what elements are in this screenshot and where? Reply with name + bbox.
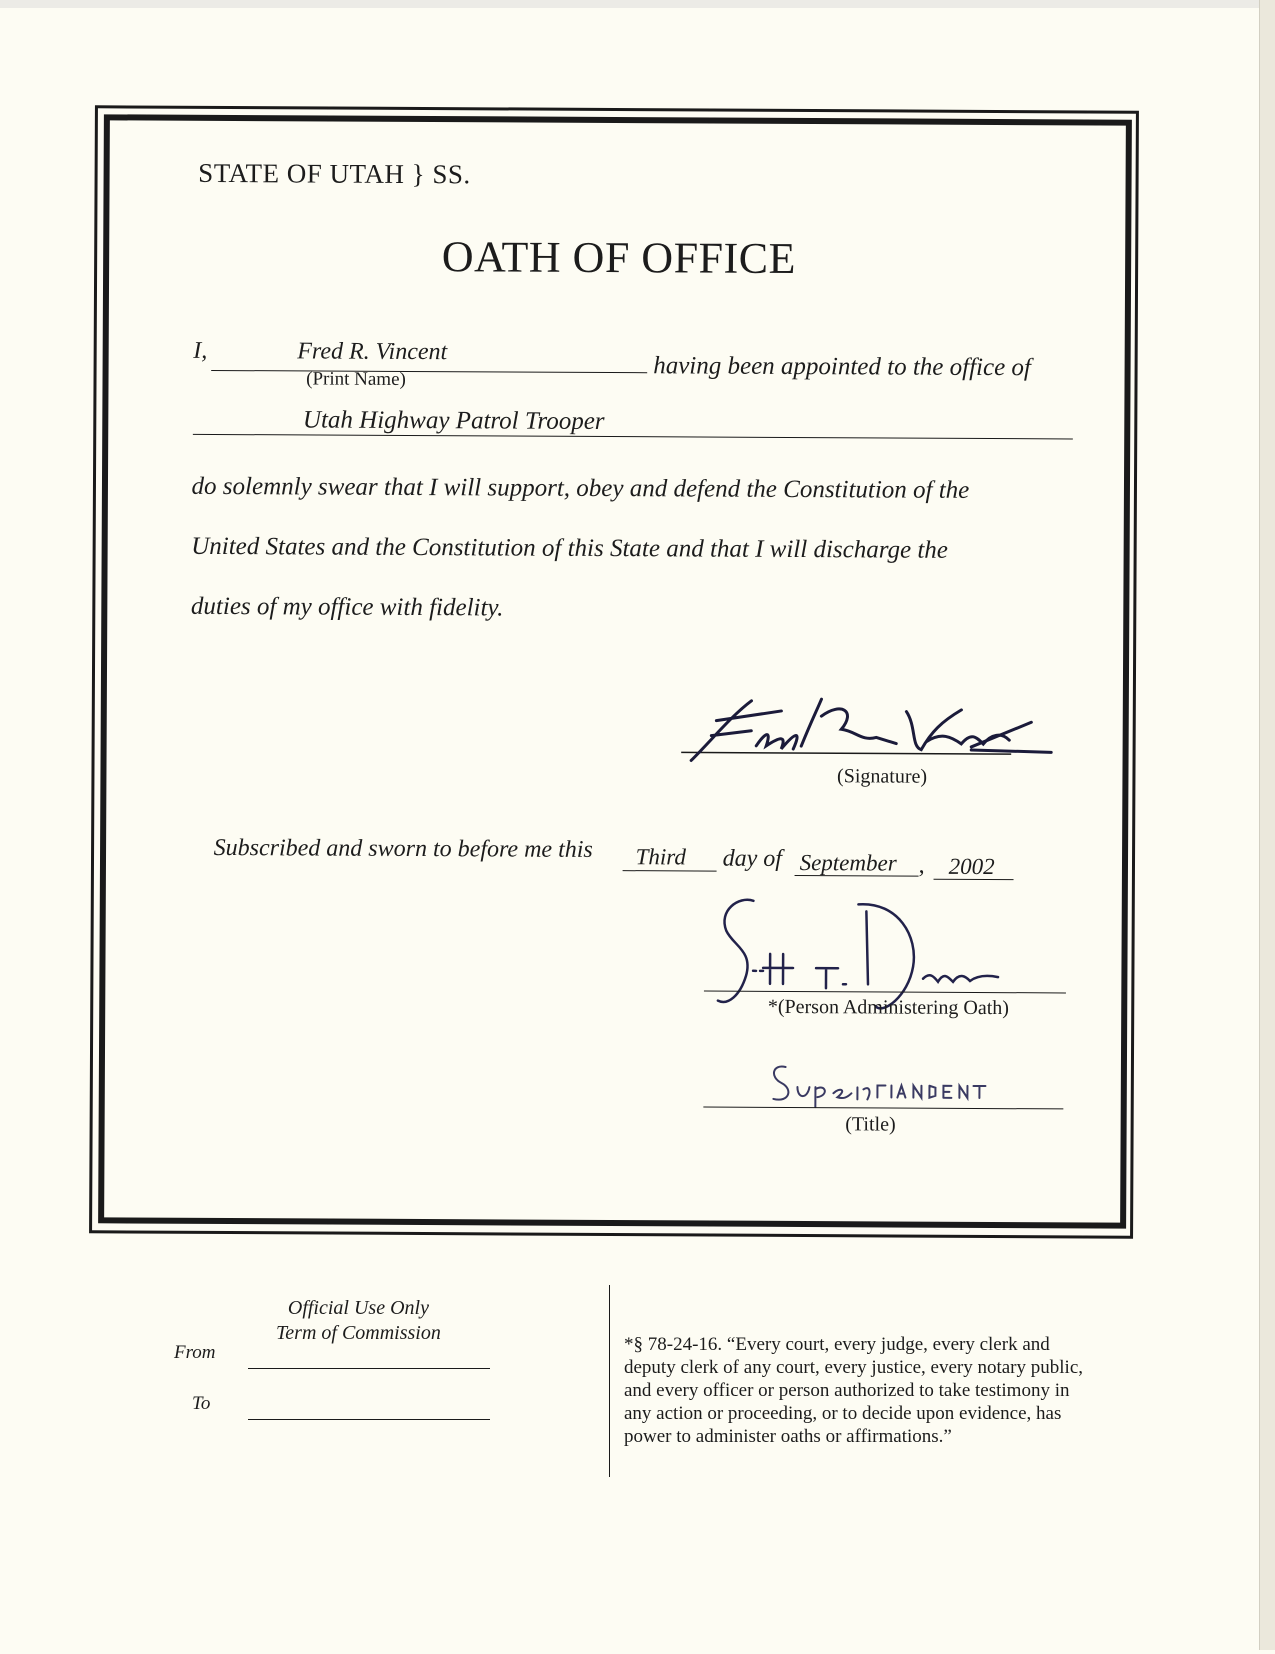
from-label: From xyxy=(174,1342,216,1363)
official-use-heading: Official Use Only xyxy=(287,1297,429,1319)
oath-line: United States and the Constitution of this State and that I will discharge the xyxy=(191,532,949,564)
date-comma: , xyxy=(918,852,925,879)
office-title-field: Utah Highway Patrol Trooper xyxy=(302,406,605,436)
official-use-block xyxy=(276,1296,441,1346)
officer-name-field: Fred R. Vincent xyxy=(297,338,448,366)
appointed-text: having been appointed to the office of xyxy=(653,352,1031,382)
month-underline xyxy=(795,875,919,877)
oath-line: do solemnly swear that I will support, obey and defend the Constitution of the xyxy=(191,472,970,504)
to-underline xyxy=(248,1419,490,1420)
office-underline xyxy=(193,434,1073,440)
from-underline xyxy=(248,1368,490,1369)
year-underline xyxy=(934,879,1014,880)
oath-line: duties of my office with fidelity. xyxy=(190,592,504,622)
pronoun-label: I, xyxy=(193,337,208,364)
administrator-title-handwriting xyxy=(767,1059,1007,1110)
day-field: Third xyxy=(635,844,687,870)
title-label: (Title) xyxy=(845,1113,896,1136)
year-field: 2002 xyxy=(948,853,995,880)
print-name-label: (Print Name) xyxy=(306,368,406,390)
state-header: STATE OF UTAH } SS. xyxy=(198,157,471,190)
statute-footnote: *§ 78-24-16. “Every court, every judge, every clerk and deputy clerk of any court, every justice, every notary public, and every officer or person authorized to take testimony in any action or proceeding, or to decide upon evidence, has power to administer oaths or affirmations.” xyxy=(624,1334,1083,1447)
to-label: To xyxy=(192,1393,211,1414)
subscribed-text: Subscribed and sworn to before me this xyxy=(213,834,593,863)
day-of-text: day of xyxy=(722,845,783,872)
name-underline xyxy=(211,370,647,373)
term-of-commission-label: Term of Commission xyxy=(276,1322,441,1344)
page-title: OATH OF OFFICE xyxy=(441,232,797,284)
signature-label: (Signature) xyxy=(837,765,928,788)
administrator-label: *(Person Administering Oath) xyxy=(767,995,1010,1020)
day-underline xyxy=(623,870,717,871)
footer-divider xyxy=(609,1285,610,1477)
month-field: September xyxy=(799,850,897,876)
